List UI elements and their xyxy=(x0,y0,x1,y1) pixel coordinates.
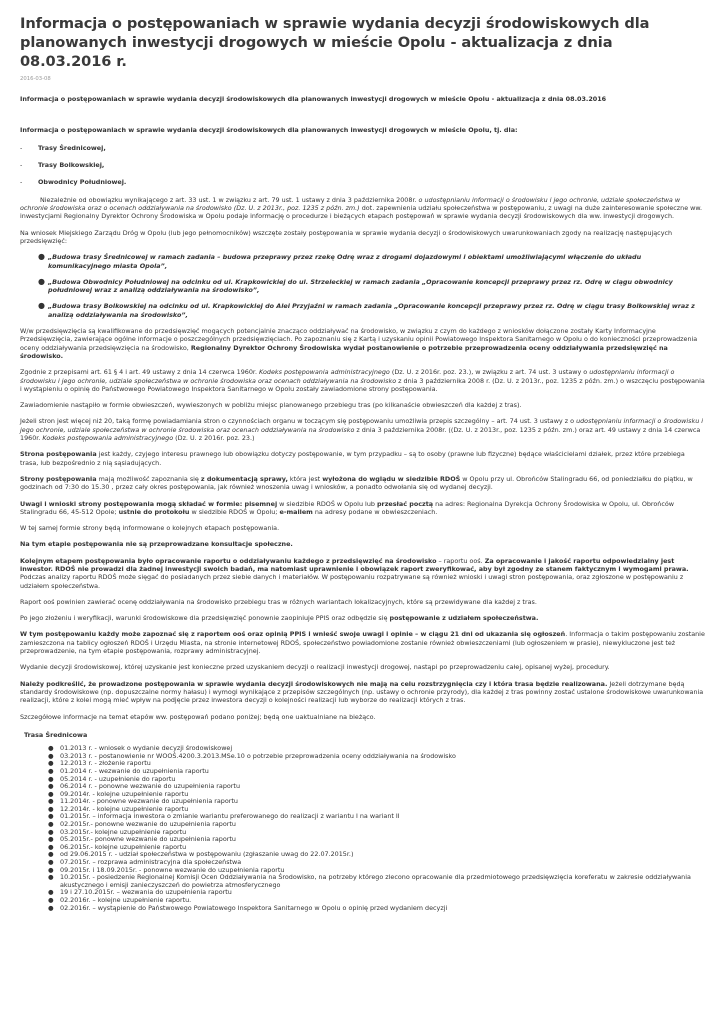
dash-marker: - xyxy=(20,143,23,152)
bullet-icon: ● xyxy=(48,896,54,905)
timeline-item-text: 01.2015r. – informacja inwestora o zmianie wariantu preferowanego do realizacji z wariantu I na wariant II xyxy=(60,812,400,821)
paragraph: Należy podkreślić, że prowadzone postępowania w sprawie wydania decyzji środowiskowych nie mają na celu rozstrzygnięcia czy i która trasa będzie realizowana. Jeżeli dotrzymane będą standardy środowiskowe (np. dopuszczalne normy hałasu) i wymogi wynikające z przepisów szczególnych (np. ustawy o ochronie przyrody), dla każdej z tras powinny zostać ustalone środowiskowe uwarunkowania realizacji, które z kolei mogą mieć wpływ na podjęcie przez inwestora decyzji o kolejności realizacji lub wyborze do realizacji których z tras. xyxy=(20,679,704,705)
bullet-icon: ● xyxy=(48,812,54,821)
bullet-icon: ● xyxy=(48,865,54,874)
paragraph: Wydanie decyzji środowiskowej, której uzyskanie jest konieczne przed uzyskaniem decyzji o realizacji inwestycji drogowej, nastąpi po przeprowadzeniu całej, opisanej wyżej, procedury. xyxy=(20,663,610,672)
timeline-item-text: 12.2014r. - kolejne uzupełnienie raportu xyxy=(60,804,189,813)
bullet-icon: ● xyxy=(48,835,54,844)
timeline-item-text: 09.2014r. - kolejne uzupełnienie raportu xyxy=(60,789,189,798)
bullet-icon: ● xyxy=(48,782,54,791)
bullet-icon: ● xyxy=(48,842,54,851)
timeline-item-text: 05.2015r.- ponowne wezwanie do uzupełnienia raportu xyxy=(60,835,236,844)
timeline-item-text: 02.2016r. – kolejne uzupełnienie raportu. xyxy=(60,896,192,905)
timeline-item-text: 03.2015r.- kolejne uzupełnienie raportu xyxy=(60,827,187,836)
bullet-icon: ● xyxy=(48,797,54,806)
paragraph: Na wniosek Miejskiego Zarządu Dróg w Opolu (lub jego pełnomocników) wszczęte zostały postępowania w sprawie wydania decyzji o środowiskowych uwarunkowaniach zgody na realizację następujących przedsięwzięć: xyxy=(20,228,673,245)
timeline-item-text: 10.2015r. - posiedzenie Regionalnej Komisji Ocen Oddziaływania na Środowisko, na potrzeby którego zlecono opracowanie dla przedmiotowego przedsięwzięcia koreferatu w zakresie oddziaływania akustycznego i emisji zanieczyszczeń do powietrza atmosferycznego xyxy=(60,873,691,889)
timeline-item-text: 02.2016r. – wystąpienie do Państwowego Powiatowego Inspektora Sanitarnego w Opolu o opinię przed wydaniem decyzji xyxy=(60,903,448,912)
bullet-icon: ● xyxy=(38,276,45,286)
paragraph: Uwagi i wnioski strony postępowania mogą składać w formie: pisemnej w siedzibie RDOŚ w Opolu lub przesłać pocztą na adres: Regionalna Dyrekcja Ochrony Środowiska w Opolu, ul. Obrońców Stalingradu 66, 45-512 Opole; ustnie do protokołu w siedzibie RDOŚ w Opolu; e-mailem na adresy podane w obwieszczeniach. xyxy=(20,499,675,516)
paragraph: W/w przedsięwzięcia są kwalifikowane do przedsięwzięć mogących potencjalnie znacząco oddziaływać na środowisko, w związku z czym do każdego z wniosków dołączone zostały Karty Informacyjne Przedsięwzięcia, zawierające ogólne informacje o poszczególnych przedsięwzięciach. Po zapoznaniu się z Kartą i uzyskaniu opinii Powiatowego Inspektora Sanitarnego w Opolu o do konieczności przeprowadzenia oceny oddziaływania przedsięwzięcia na środowisko, Regionalny Dyrektor Ochrony Środowiska wydał postanowienie o potrzebie przeprowadzenia oceny oddziaływania przedsięwzięć na środowisko. xyxy=(20,327,698,360)
bullet-icon: ● xyxy=(48,903,54,912)
bullet-icon: ● xyxy=(48,888,54,897)
bullet-icon: ● xyxy=(48,744,54,753)
paragraph: Kolejnym etapem postępowania było opracowanie raportu o oddziaływaniu każdego z przedsięwzięć na środowisko – raportu ooś. Za opracowanie i jakość raportu odpowiedzialny jest inwestor. RDOŚ nie prowadzi dla żadnej inwestycji swoich badań, ma natomiast uprawnienie i obowiązek raport zweryfikować, aby był zgodny ze stanem faktycznym i wymogami prawa. Podczas analizy raportu RDOŚ może sięgać do posiadanych przez siebie danych i materiałów. W postępowaniu rozpatrywane są również wnioski i uwagi stron postępowania, oraz zgłoszone w postępowaniu z udziałem społeczeństwa. xyxy=(20,556,689,590)
timeline-item-text: 06.2014 r. - ponowne wezwanie do uzupełnienia raportu xyxy=(60,782,240,791)
timeline-item xyxy=(48,874,705,889)
bullet-icon: ● xyxy=(48,766,54,775)
bullet-icon: ● xyxy=(48,759,54,768)
bullet-icon: ● xyxy=(38,252,45,262)
timeline-item-text: 09.2015r. i 18.09.2015r. - ponowne wezwanie do uzupełnienia raportu xyxy=(60,865,285,874)
bullet-icon: ● xyxy=(38,301,45,311)
project-list xyxy=(20,253,705,319)
route-item: - Obwodnicy Południowej. xyxy=(20,178,127,187)
timeline-item-text: 03.2013 r. - postanowienie nr WOOŚ.4200.3.2013.MSe.10 o potrzebie przeprowadzenia oceny oddziaływania na środowisko xyxy=(60,751,456,760)
paragraph: Jeżeli stron jest więcej niż 20, taką formę powiadamiania stron o czynnościach organu w toczącym się postępowaniu umożliwia przepis szczególny – art. 74 ust. 3 ustawy z o udostępnianiu informacji o środowisku i jego ochronie, udziale społeczeństwa w ochronie środowiska oraz ocenach oddziaływania na środowisko z dnia 3 października 2008r. ((Dz. U. z 2013r., poz. 1235 z późn. zm.) oraz art. 49 ustawy z dnia 14 czerwca 1960r. Kodeks postępowania administracyjnego (Dz. U. z 2016r. poz. 23.) xyxy=(20,417,704,443)
page-title: Informacja o postępowaniach w sprawie wydania decyzji środowiskowych dla planowanych inwestycji drogowych w mieście Opolu - aktualizacja z dnia 08.03.2016 r. xyxy=(20,15,650,70)
paragraph: Niezależnie od obowiązku wynikającego z art. 33 ust. 1 w związku z art. 79 ust. 1 ustawy z dnia 3 października 2008r. o udostępnianiu informacji o środowisku i jego ochronie, udziale społeczeństwa w ochronie środowiska oraz o ocenach oddziaływania na środowisko (Dz. U. z 2013r., poz. 1235 z późn. zm.) dot. zapewnienia udziału społeczeństwa w postępowaniu, z uwagi na duże zainteresowanie społeczne ww. inwestycjami Regionalny Dyrektor Ochrony Środowiska w Opolu podaje informację o procedurze i bieżących etapach postępowań w sprawie wydania decyzji środowiskowych dla ww. inwestycji drogowych. xyxy=(20,195,703,221)
bullet-icon: ● xyxy=(48,820,54,829)
timeline-item-text: 05.2014 r. - uzupełnienie do raportu xyxy=(60,774,176,783)
section-heading: Trasa Średnicowa xyxy=(24,730,88,739)
timeline-item-text: 02.2015r.- ponowne wezwanie do uzupełnienia raportu xyxy=(60,820,236,829)
paragraph: Po jego złożeniu i weryfikacji, warunki środowiskowe dla przedsięwzięć ponownie zaopiniuje PPIS oraz odbędzie się postępowanie z udziałem społeczeństwa. xyxy=(20,614,539,623)
timeline-item-text: 01.2014 r. - wezwanie do uzupełnienia raportu xyxy=(60,766,209,775)
paragraph: Zgodnie z przepisami art. 61 § 4 i art. 49 ustawy z dnia 14 czerwca 1960r. Kodeks postępowania administracyjnego (Dz. U. z 2016r. poz. 23.), w związku z art. 74 ust. 3 ustawy o udostępnianiu informacji o środowisku i jego ochronie, udziale społeczeństwa w ochronie środowiska oraz ocenach oddziaływania na środowisko z dnia 3 października 2008 r. (Dz. U. z 2013r., poz. 1235 z późn. zm.) o wszczęciu postępowania i wystąpieniu o opinię do Państwowego Powiatowego Inspektora Sanitarnego w Opolu zostały zawiadomione strony postępowania. xyxy=(20,368,705,393)
paragraph: W tym postępowaniu każdy może zapoznać się z raportem ooś oraz opinią PPIS i wnieść swoje uwagi i opinie – w ciągu 21 dni od ukazania się ogłoszeń. Informacja o takim postępowaniu zostanie zamieszczona na tablicy ogłoszeń RDOŚ i Urzędu Miasta, na stronie internetowej RDOŚ, społeczeństwo powiadomione zostanie również obwieszczeniami (lub ogłoszeniem w prasie), niewykluczone jest też przeprowadzenie, na tym etapie postępowania, rozprawy administracyjnej. xyxy=(20,630,705,656)
paragraph: Zawiadomienie nastąpiło w formie obwieszczeń, wywieszonych w pobliżu miejsc planowanego przebiegu tras (po kilkanaście obwieszczeń dla każdej z tras). xyxy=(20,401,522,410)
timeline-item-text: 07.2015r. – rozprawa administracyjna dla społeczeństwa xyxy=(60,858,242,867)
paragraph: Szczegółowe informacje na temat etapów ww. postępowań podano poniżej; będą one uaktualniane na bieżąco. xyxy=(20,712,376,721)
project-item: ● „Budowa trasy Średnicowej w ramach zadania – budowa przeprawy przez rzekę Odrę wraz z drogami dojazdowymi i obiektami umożliwiającymi włączenie do układu komunikacyjnego miasta Opola”, xyxy=(38,252,642,270)
bullet-icon: ● xyxy=(48,873,54,882)
bullet-icon: ● xyxy=(48,751,54,760)
project-item: ● „Budowa trasy Bolkowskiej na odcinku od ul. Krapkowickiej do Alei Przyjaźni w ramach zadania „Opracowanie koncepcji przeprawy przez rz. Odrę w ciągu trasy Bolkowskiej wraz z analizą oddziaływania na środowisko”, xyxy=(38,301,695,319)
intro-heading: Informacja o postępowaniach w sprawie wydania decyzji środowiskowych dla planowanych inwestycji drogowych w mieście Opolu, tj. dla: xyxy=(20,125,518,134)
timeline-item-text: 11.2014r. - ponowne wezwanie do uzupełnienia raportu xyxy=(60,797,238,806)
paragraph: W tej samej formie strony będą informowane o kolejnych etapach postępowania. xyxy=(20,524,280,533)
bullet-icon: ● xyxy=(48,804,54,813)
dash-marker: - xyxy=(20,161,23,170)
bullet-icon: ● xyxy=(48,858,54,867)
bullet-icon: ● xyxy=(48,850,54,859)
timeline-list xyxy=(20,745,705,912)
timeline-item-text: 06.2015r.- kolejne uzupełnienie raportu xyxy=(60,842,187,851)
timeline-item-text: 01.2013 r. - wniosek o wydanie decyzji środowiskowej xyxy=(60,744,233,753)
timeline-item-text: 19 i 27.10.2015r. – wezwania do uzupełnienia raportu xyxy=(60,888,232,897)
route-list xyxy=(20,144,705,187)
timeline-item xyxy=(48,905,705,913)
publish-date: 2016-03-08 xyxy=(20,76,51,82)
route-item: - Trasy Bolkowskiej, xyxy=(20,161,105,170)
dash-marker: - xyxy=(20,178,23,187)
route-item: - Trasy Średnicowej, xyxy=(20,143,106,152)
project-item: ● „Budowa Obwodnicy Południowej na odcinku od ul. Krapkowickiej do ul. Strzeleckiej w ramach zadania „Opracowanie koncepcji przeprawy przez rz. Odrę w ciągu obwodnicy południowej wraz z analizą oddziaływania na środowisko”, xyxy=(38,276,673,295)
paragraph: Na tym etapie postępowania nie są przeprowadzane konsultacje społeczne. xyxy=(20,540,293,549)
lead-heading: Informacja o postępowaniach w sprawie wydania decyzji środowiskowych dla planowanych inwestycji drogowych w mieście Opolu - aktualizacja z dnia 08.03.2016 xyxy=(20,95,607,104)
paragraph: Strony postępowania mają możliwość zapoznania się z dokumentacją sprawy, która jest wyłożona do wglądu w siedzibie RDOŚ w Opolu przy ul. Obrońców Stalingradu 66, od poniedziałku do piątku, w godzinach od 7:30 do 15.30 , przez cały okres postępowania, jak również wnoszenia uwag i wniosków, a ponadto odwołania się od wydanej decyzji. xyxy=(20,474,693,492)
bullet-icon: ● xyxy=(48,827,54,836)
timeline-item-text: od 29.06.2015 r. - udział społeczeństwa w postępowaniu (zgłaszanie uwag do 22.07.2015r.) xyxy=(60,850,354,859)
bullet-icon: ● xyxy=(48,789,54,798)
paragraph: Strona postępowania jest każdy, czyjego interesu prawnego lub obowiązku dotyczy postępowanie, w tym przypadku – są to osoby (prawne lub fizyczne) będące właścicielami działek, przez które przebiega trasa, lub bezpośrednio z nią sąsiadujących. xyxy=(20,450,685,467)
paragraph: Raport ooś powinien zawierać ocenę oddziaływania na środowisko przebiegu tras w różnych wariantach lokalizacyjnych, które są przewidywane dla każdej z tras. xyxy=(20,597,537,606)
timeline-item-text: 12.2013 r. - złożenie raportu xyxy=(60,759,151,768)
bullet-icon: ● xyxy=(48,774,54,783)
